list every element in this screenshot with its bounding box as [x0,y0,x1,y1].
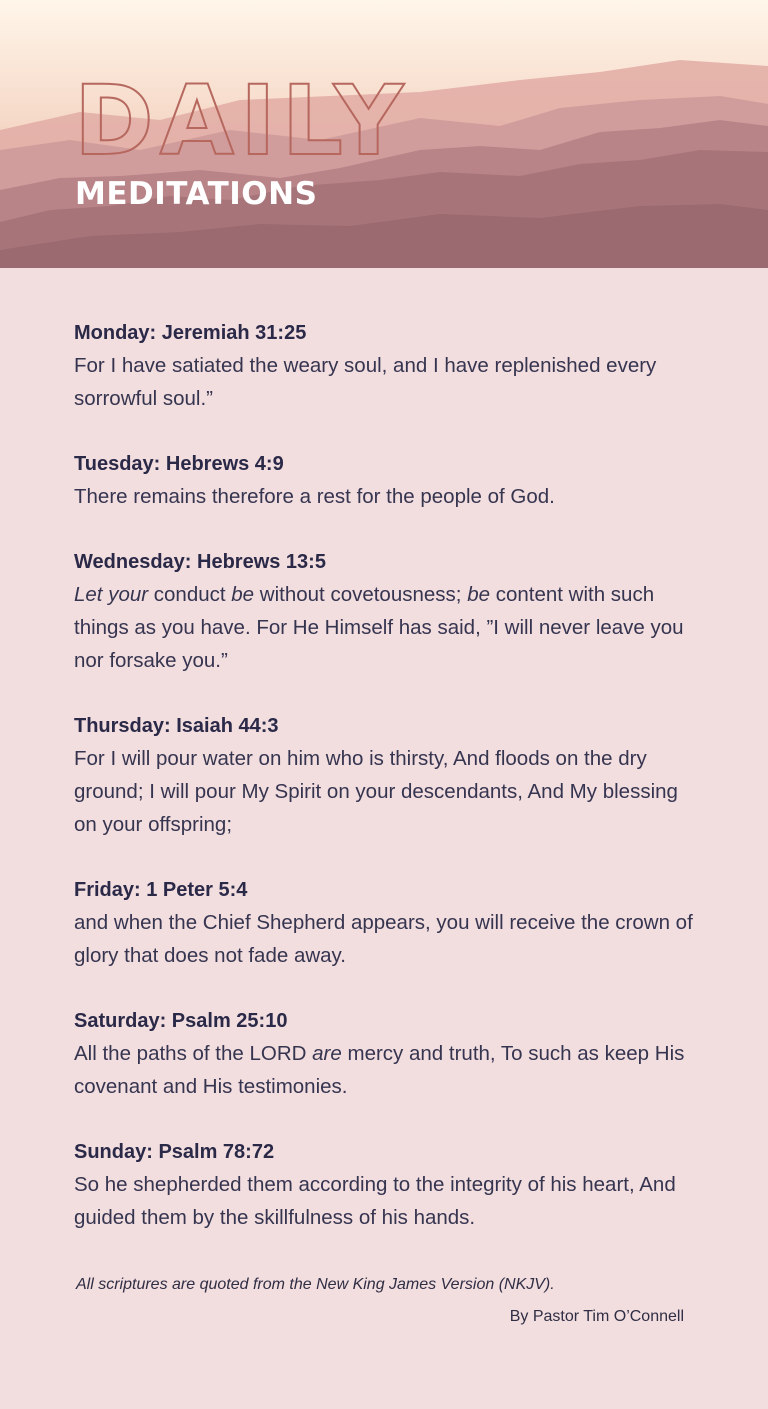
entry-verse [74,906,694,972]
entry-heading: Saturday: Psalm 25:10 [74,1010,288,1032]
verse-text: For I have satiated the weary soul, and I have replenished every sorrowful soul.” [74,354,657,410]
verse-text: and when the Chief Shepherd appears, you will receive the crown of glory that does not fade away. [74,911,693,967]
verse-text: without covetousness; [254,583,468,606]
verse-text: Let your [74,583,149,606]
verse-text: There remains therefore a rest for the people of God. [74,485,555,508]
verse-text: conduct [148,583,232,606]
entry-heading: Friday: 1 Peter 5:4 [74,879,248,901]
entry-heading: Wednesday: Hebrews 13:5 [74,551,326,573]
entry-verse [74,1037,694,1103]
title-daily [74,66,464,166]
verse-text: For I will pour water on him who is thirsty, And floods on the dry ground; I will pour My Spirit on your descendants, And My blessing on your offspring; [74,747,678,836]
meditation-list [74,318,694,1268]
entry-verse [74,742,694,841]
entry-heading: Tuesday: Hebrews 4:9 [74,453,284,475]
verse-text: All the paths of the LORD [74,1042,313,1065]
entry-heading: Sunday: Psalm 78:72 [74,1141,275,1163]
verse-text: are [312,1042,342,1065]
entry-verse [74,349,694,415]
verse-text: So he shepherded them according to the integrity of his heart, And guided them by the skillfulness of his hands. [74,1173,676,1229]
verse-text: be [467,583,490,606]
verse-text: content with such things as you have. For He Himself has said, ”I will never leave you nor forsake you.” [74,583,684,672]
meditation-entry [74,449,694,513]
verse-text: be [231,583,255,606]
entry-verse [74,1168,694,1234]
author-credit: By Pastor Tim O’Connell [509,1308,684,1325]
entry-verse [74,578,694,677]
entry-heading: Thursday: Isaiah 44:3 [74,715,279,737]
header-banner [0,0,768,268]
entry-verse [74,480,694,513]
translation-note: All scriptures are quoted from the New King James Version (NKJV). [76,1276,555,1293]
meditation-entry [74,711,694,841]
meditation-entry [74,1006,694,1103]
title-meditations: MEDITATIONS [75,176,318,212]
meditation-entry [74,547,694,677]
meditation-entry [74,1137,694,1234]
entry-heading: Monday: Jeremiah 31:25 [74,322,307,344]
verse-text: mercy and truth, To such as keep His covenant and His testimonies. [74,1042,685,1098]
svg-text:DAILY: DAILY [74,66,410,166]
meditation-entry [74,318,694,415]
meditation-entry [74,875,694,972]
